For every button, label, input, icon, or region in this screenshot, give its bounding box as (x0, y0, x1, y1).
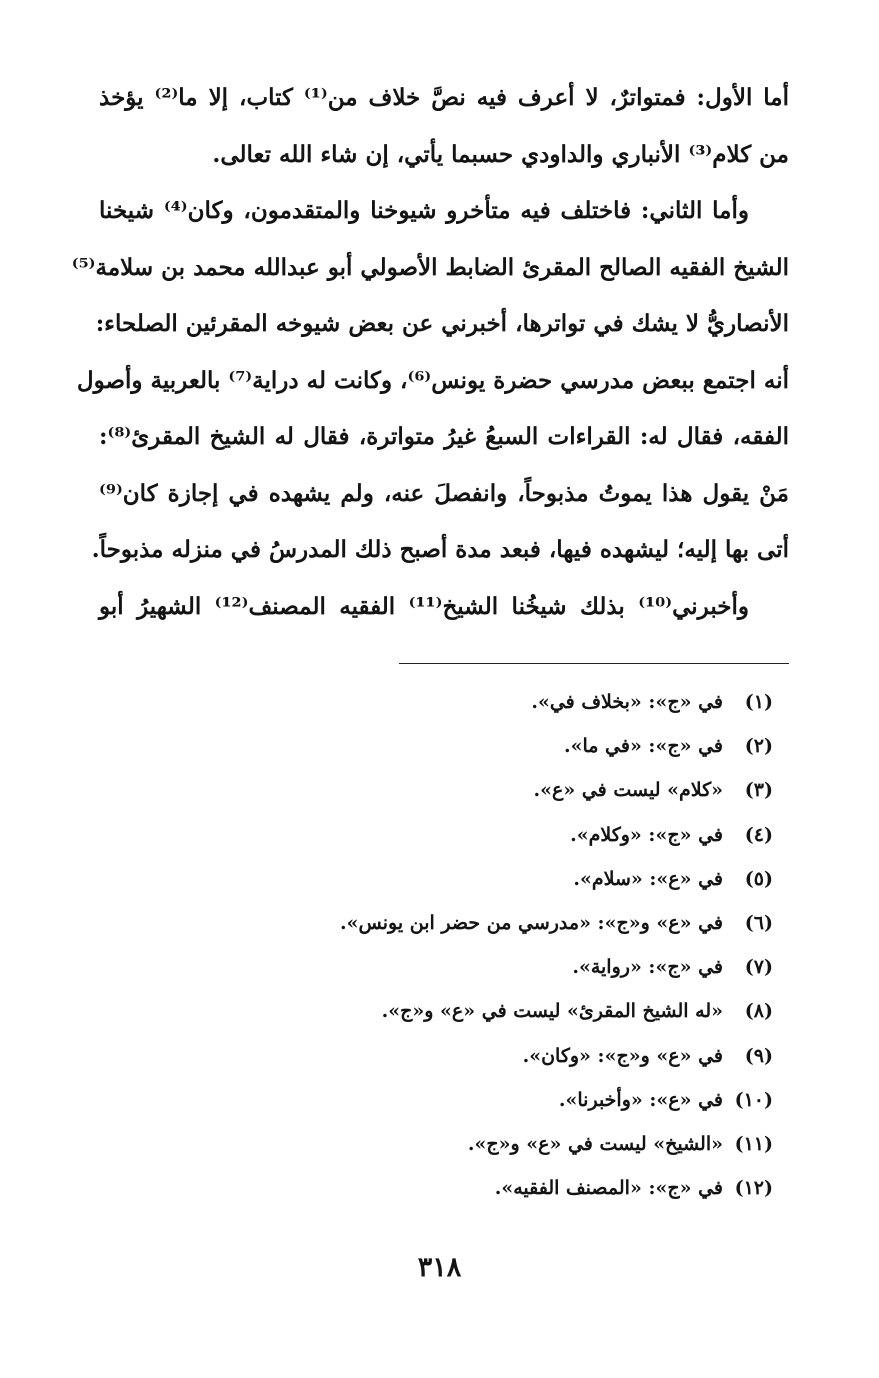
footnote (153, 989, 773, 1033)
footnotes-list (153, 680, 773, 1210)
footnote (153, 857, 773, 901)
text-line: أتى بها إليه؛ ليشهده فيها، فبعد مدة أصبح ذلك المدرسُ في منزله مذبوحاً. (91, 536, 789, 563)
text-line: وأما الثاني: فاختلف فيه متأخرو شيوخنا والمتقدمون، وكان⁽⁴⁾ شيخنا (99, 197, 749, 224)
footnote-text: في «ج»: «في ما». (563, 735, 723, 758)
text-line: وأخبرني⁽¹⁰⁾ بذلك شيخُنا الشيخ⁽¹¹⁾ الفقيه المصنف⁽¹²⁾ الشهيرُ أبو (99, 592, 750, 620)
footnote-number: (٦) (744, 911, 773, 934)
footnote-number: (٧) (744, 956, 773, 979)
page-number: ٣١٨ (417, 1252, 462, 1283)
footnote-text: «كلام» ليست في «ع». (533, 779, 723, 802)
text-line: الشيخ الفقيه الصالح المقرئ الضابط الأصولي أبو عبدالله محمد بن سلامة⁽⁵⁾ (71, 253, 789, 281)
text-line: الأنصاريُّ لا يشك في تواترها، أخبرني عن بعض شيوخه المقرئين الصلحاء: (95, 310, 789, 337)
footnote-number: (٥) (744, 867, 773, 890)
footnote-number: (٨) (744, 1000, 773, 1023)
footnote-number: (١) (744, 691, 773, 713)
text-line: أنه اجتمع ببعض مدرسي حضرة يونس⁽⁶⁾، وكانت له دراية⁽⁷⁾ بالعربية وأصول (76, 366, 789, 394)
footnote-number: (٣) (744, 779, 773, 802)
footnote (153, 1078, 773, 1122)
footnote (153, 1166, 773, 1210)
footnote-text: في «ع»: «وأخبرنا». (558, 1088, 723, 1111)
footnote-number: (٤) (744, 823, 773, 846)
footnote-number: (١٢) (734, 1177, 773, 1200)
text-line: الفقه، فقال له: القراءات السبعُ غيرُ متواترة، فقال له الشيخ المقرئ⁽⁸⁾: (99, 423, 789, 450)
footnote-number: (١٠) (734, 1088, 773, 1111)
footnote (153, 1034, 773, 1078)
footnote-divider (399, 663, 789, 664)
text-line: مَنْ يقول هذا يموتُ مذبوحاً، وانفصلَ عنه، ولم يشهده في إجازة كان⁽⁹⁾ (99, 479, 789, 507)
footnote (153, 724, 773, 768)
footnote (153, 813, 773, 857)
footnote (153, 901, 773, 945)
main-text (71, 70, 789, 635)
footnote (153, 680, 773, 724)
footnote-number: (١١) (734, 1132, 773, 1155)
text-line: من كلام⁽³⁾ الأنباري والداودي حسبما يأتي، إن شاء الله تعالى. (212, 140, 789, 168)
footnote-text: في «ج»: «بخلاف في». (531, 691, 723, 713)
footnote-text: في «ج»: «رواية». (572, 956, 723, 979)
footnote-text: «الشيخ» ليست في «ع» و«ج». (467, 1132, 723, 1155)
footnote (153, 1122, 773, 1166)
footnote-text: «له الشيخ المقرئ» ليست في «ع» و«ج». (381, 1000, 723, 1023)
footnote-number: (٢) (744, 735, 773, 758)
footnote-text: في «ع» و«ج»: «مدرسي من حضر ابن يونس». (340, 911, 723, 934)
footnote-text: في «ج»: «المصنف الفقيه». (494, 1177, 723, 1200)
footnote-text: في «ع» و«ج»: «وكان». (522, 1044, 723, 1067)
footnote (153, 768, 773, 812)
footnote-text: في «ج»: «وكلام». (570, 823, 723, 846)
footnote-number: (٩) (744, 1044, 773, 1067)
footnote (153, 945, 773, 989)
footnote-text: في «ع»: «سلام». (573, 867, 723, 890)
text-line: أما الأول: فمتواترٌ، لا أعرف فيه نصَّ خلاف من⁽¹⁾ كتاب، إلا ما⁽²⁾ يؤخذ (99, 84, 789, 111)
